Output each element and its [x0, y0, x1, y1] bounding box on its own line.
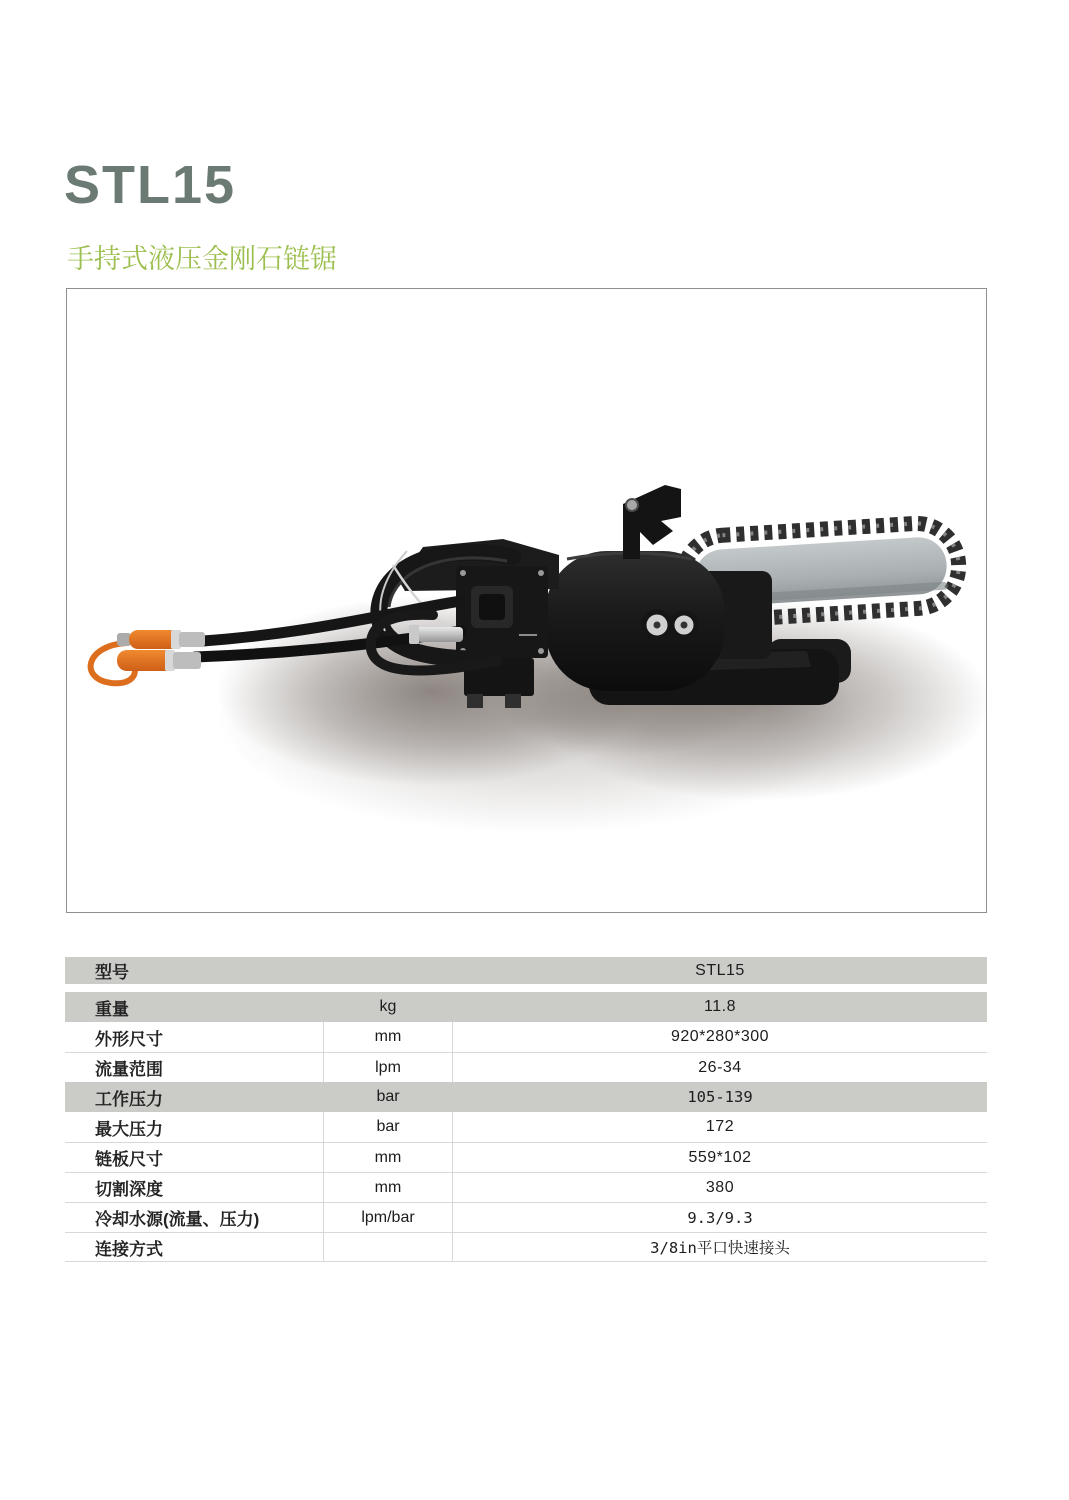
- spec-label: 流量范围: [95, 1060, 163, 1079]
- spec-label: 冷却水源(流量、压力): [95, 1210, 260, 1229]
- page-title: STL15: [64, 155, 237, 215]
- spec-value: 26-34: [698, 1058, 742, 1076]
- spec-unit: bar: [376, 1088, 400, 1105]
- spec-label: 切割深度: [95, 1180, 163, 1199]
- spec-value: 9.3/9.3: [687, 1208, 753, 1227]
- spec-unit: bar: [323, 1112, 453, 1142]
- spec-value: 3/8in平口快速接头: [650, 1239, 790, 1257]
- spec-row-connection: [65, 1232, 987, 1262]
- spec-unit: [323, 957, 453, 984]
- spec-label: 连接方式: [95, 1239, 163, 1259]
- spec-unit: lpm/bar: [323, 1203, 453, 1232]
- spec-value: 559*102: [688, 1148, 752, 1166]
- spec-row-dimensions: [65, 1022, 987, 1052]
- spec-unit: lpm: [323, 1053, 453, 1082]
- spec-value: 11.8: [704, 998, 736, 1015]
- spec-label: 最大压力: [95, 1119, 163, 1139]
- spec-row-flow-range: [65, 1052, 987, 1082]
- product-subtitle: 手持式液压金刚石链锯: [67, 244, 337, 274]
- spec-label: 型号: [95, 963, 129, 982]
- spec-label: 链板尺寸: [95, 1150, 163, 1169]
- spec-value: 380: [705, 1178, 735, 1196]
- spec-unit: [323, 1233, 453, 1261]
- spec-value: 105-139: [687, 1088, 753, 1106]
- spec-label: 外形尺寸: [95, 1029, 163, 1049]
- spec-label: 重量: [95, 999, 129, 1019]
- spec-row-cutting-depth: [65, 1172, 987, 1202]
- spec-value: 920*280*300: [670, 1028, 770, 1045]
- spec-unit: kg: [379, 998, 397, 1015]
- spec-row-model: [65, 957, 987, 984]
- spec-table: [65, 957, 987, 1262]
- spec-unit: mm: [323, 1143, 453, 1172]
- spec-value: 172: [705, 1118, 735, 1135]
- product-image: [67, 289, 986, 912]
- spec-row-weight: [65, 992, 987, 1022]
- spec-unit: mm: [323, 1173, 453, 1202]
- spec-unit: mm: [323, 1022, 453, 1052]
- spec-label: 工作压力: [95, 1089, 163, 1109]
- product-image-frame: [66, 288, 987, 913]
- spec-row-max-pressure: [65, 1112, 987, 1142]
- spec-value: STL15: [695, 961, 745, 979]
- spec-row-working-pressure: [65, 1082, 987, 1112]
- spec-row-cooling-water: [65, 1202, 987, 1232]
- spec-row-bar-size: [65, 1142, 987, 1172]
